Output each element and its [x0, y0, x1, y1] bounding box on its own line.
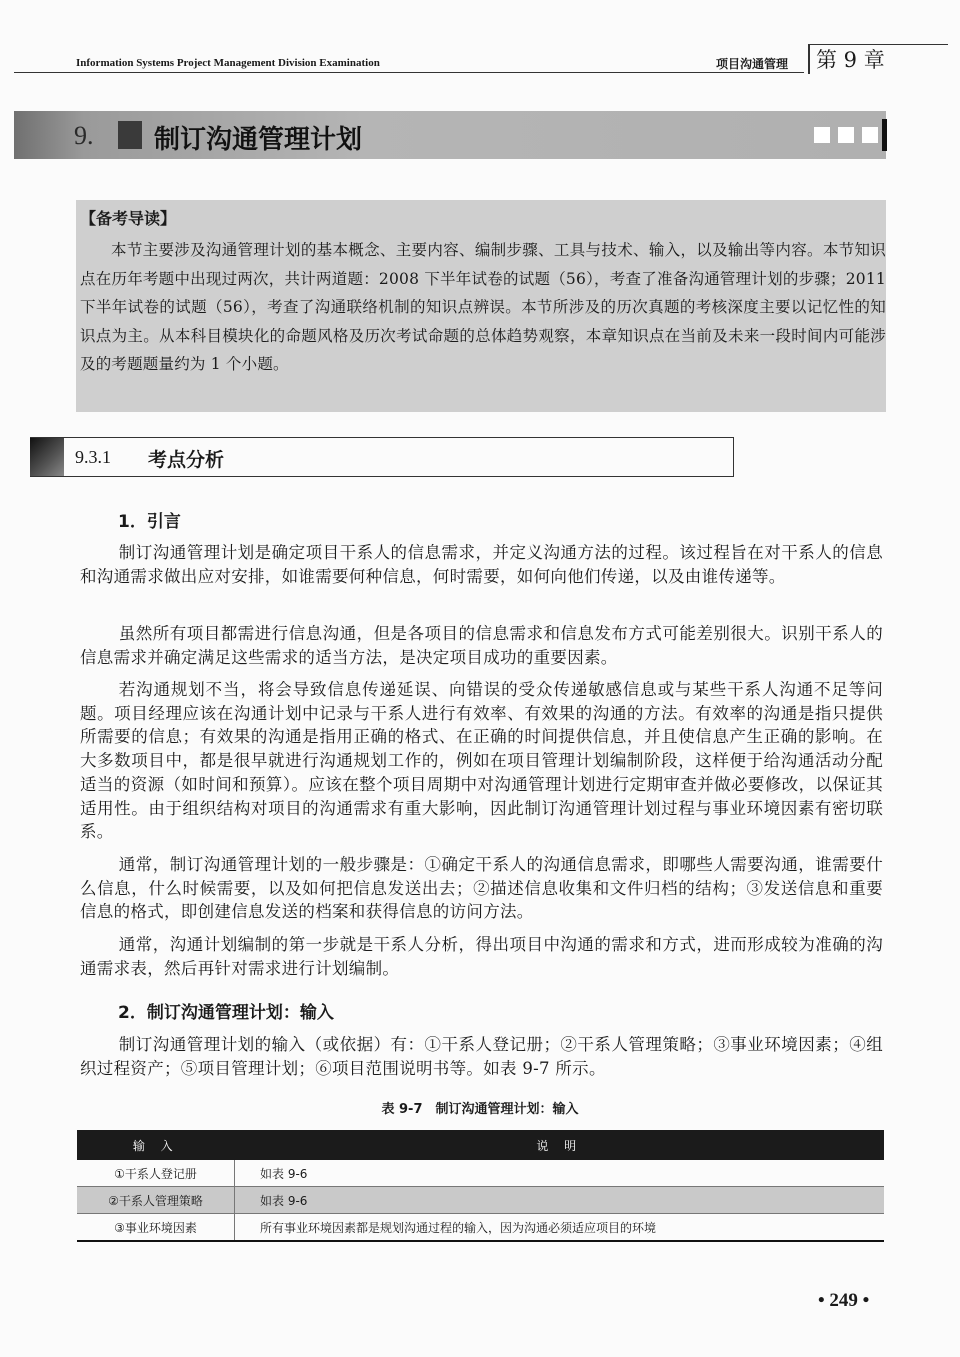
study-guide-body: 本节主要涉及沟通管理计划的基本概念、主要内容、编制步骤、工具与技术、输入，以及输出等内容。本节知识点在历年考题中出现过两次，共计两道题：2008 下半年试卷的试题（56），考查了准备沟通管理计划的步骤；2011 下半年试卷的试题（56），考查了沟通联络机制的知识点辨误。本节所涉及的历次真题的考核深度主要以记忆性的知识点为主。从本科目模块化的命题风格及历次考试命题的总体趋势观察，本章知识点在当前及未来一段时间内可能涉及的考题题量约为 1 个小题。: [80, 241, 886, 373]
page-number: • 249 •: [818, 1290, 870, 1311]
running-header-section: 项目沟通管理: [716, 57, 789, 71]
decor-square-icon: [838, 127, 854, 143]
table-cell-description: 如表 9-6: [235, 1160, 885, 1187]
section-title: 制订沟通管理计划: [154, 125, 363, 155]
subsection-banner: [30, 437, 734, 477]
paragraph: 通常，沟通计划编制的第一步就是干系人分析，得出项目中沟通的需求和方式，进而形成较为准确的沟通需求表，然后再针对需求进行计划编制。: [80, 935, 883, 978]
table-header-row: [77, 1130, 884, 1160]
subsection-number: 9.3.1: [75, 447, 111, 467]
section-number: 9.: [74, 121, 94, 150]
section-banner: [14, 111, 886, 159]
paragraph: 若沟通规划不当，将会导致信息传递延误、向错误的受众传递敏感信息或与某些干系人沟通不足等问题。项目经理应该在沟通计划中记录与干系人进行有效率、有效果的沟通的方法。有效率的沟通是指只提供所需要的信息；有效果的沟通是指用正确的格式、在正确的时间提供信息，并且使信息产生正确的影响。在大多数项目中，都是很早就进行沟通规划工作的，例如在项目管理计划编制阶段，这样便于给沟通活动分配适当的资源（如时间和预算）。应该在整个项目周期中对沟通管理计划进行定期审查并做必要修改，以保证其适用性。由于组织结构对项目的沟通需求有重大影响，因此制订沟通管理计划过程与事业环境因素有密切联系。: [80, 680, 883, 842]
header-rule: [14, 72, 804, 73]
subsection-marker: [30, 438, 64, 476]
section-marker: [118, 121, 142, 149]
paragraph: 制订沟通管理计划是确定项目干系人的信息需求，并定义沟通方法的过程。该过程旨在对干系人的信息和沟通需求做出应对安排，如谁需要何种信息，何时需要，如何向他们传递，以及由谁传递等。: [80, 543, 883, 586]
table-row: [77, 1187, 884, 1214]
paragraph: 虽然所有项目都需进行信息沟通，但是各项目的信息需求和信息发布方式可能差别很大。识别干系人的信息需求并确定满足这些需求的适当方法，是决定项目成功的重要因素。: [80, 624, 883, 667]
decor-square-icon: [814, 127, 830, 143]
chapter-divider: [808, 44, 810, 74]
decor-square-icon: [862, 127, 878, 143]
paragraph: 制订沟通管理计划的输入（或依据）有：①干系人登记册；②干系人管理策略；③事业环境因素；④组织过程资产；⑤项目管理计划；⑥项目范围说明书等。如表 9-7 所示。: [80, 1035, 883, 1078]
heading-introduction: 1．引言: [118, 512, 181, 532]
inputs-table: [77, 1130, 884, 1242]
column-header-input: 输 入: [77, 1130, 235, 1160]
table-cell-description: 如表 9-6: [235, 1187, 885, 1214]
banner-end-bar: [882, 119, 887, 151]
subsection-title: 考点分析: [148, 449, 225, 471]
chapter-label: 第 9 章: [816, 48, 885, 72]
table-row: [77, 1160, 884, 1187]
heading-inputs: 2．制订沟通管理计划：输入: [118, 1003, 334, 1023]
study-guide-box: [76, 200, 886, 412]
column-header-description: 说 明: [235, 1130, 885, 1160]
table-cell-input: ②干系人管理策略: [77, 1187, 235, 1214]
table-row: [77, 1214, 884, 1242]
study-guide-title: 【备考导读】: [80, 209, 177, 228]
table-cell-description: 所有事业环境因素都是规划沟通过程的输入，因为沟通必须适应项目的环境: [235, 1214, 885, 1242]
table-cell-input: ③事业环境因素: [77, 1214, 235, 1242]
table-caption: 表 9-7 制订沟通管理计划：输入: [381, 1102, 579, 1117]
running-header-title: Information Systems Project Management Division Examination: [76, 57, 380, 69]
paragraph: 通常，制订沟通管理计划的一般步骤是：①确定干系人的沟通信息需求，即哪些人需要沟通，谁需要什么信息，什么时候需要，以及如何把信息发送出去；②描述信息收集和文件归档的结构；③发送信息和重要信息的格式，即创建信息发送的档案和获得信息的访问方法。: [80, 855, 883, 922]
table-cell-input: ①干系人登记册: [77, 1160, 235, 1187]
